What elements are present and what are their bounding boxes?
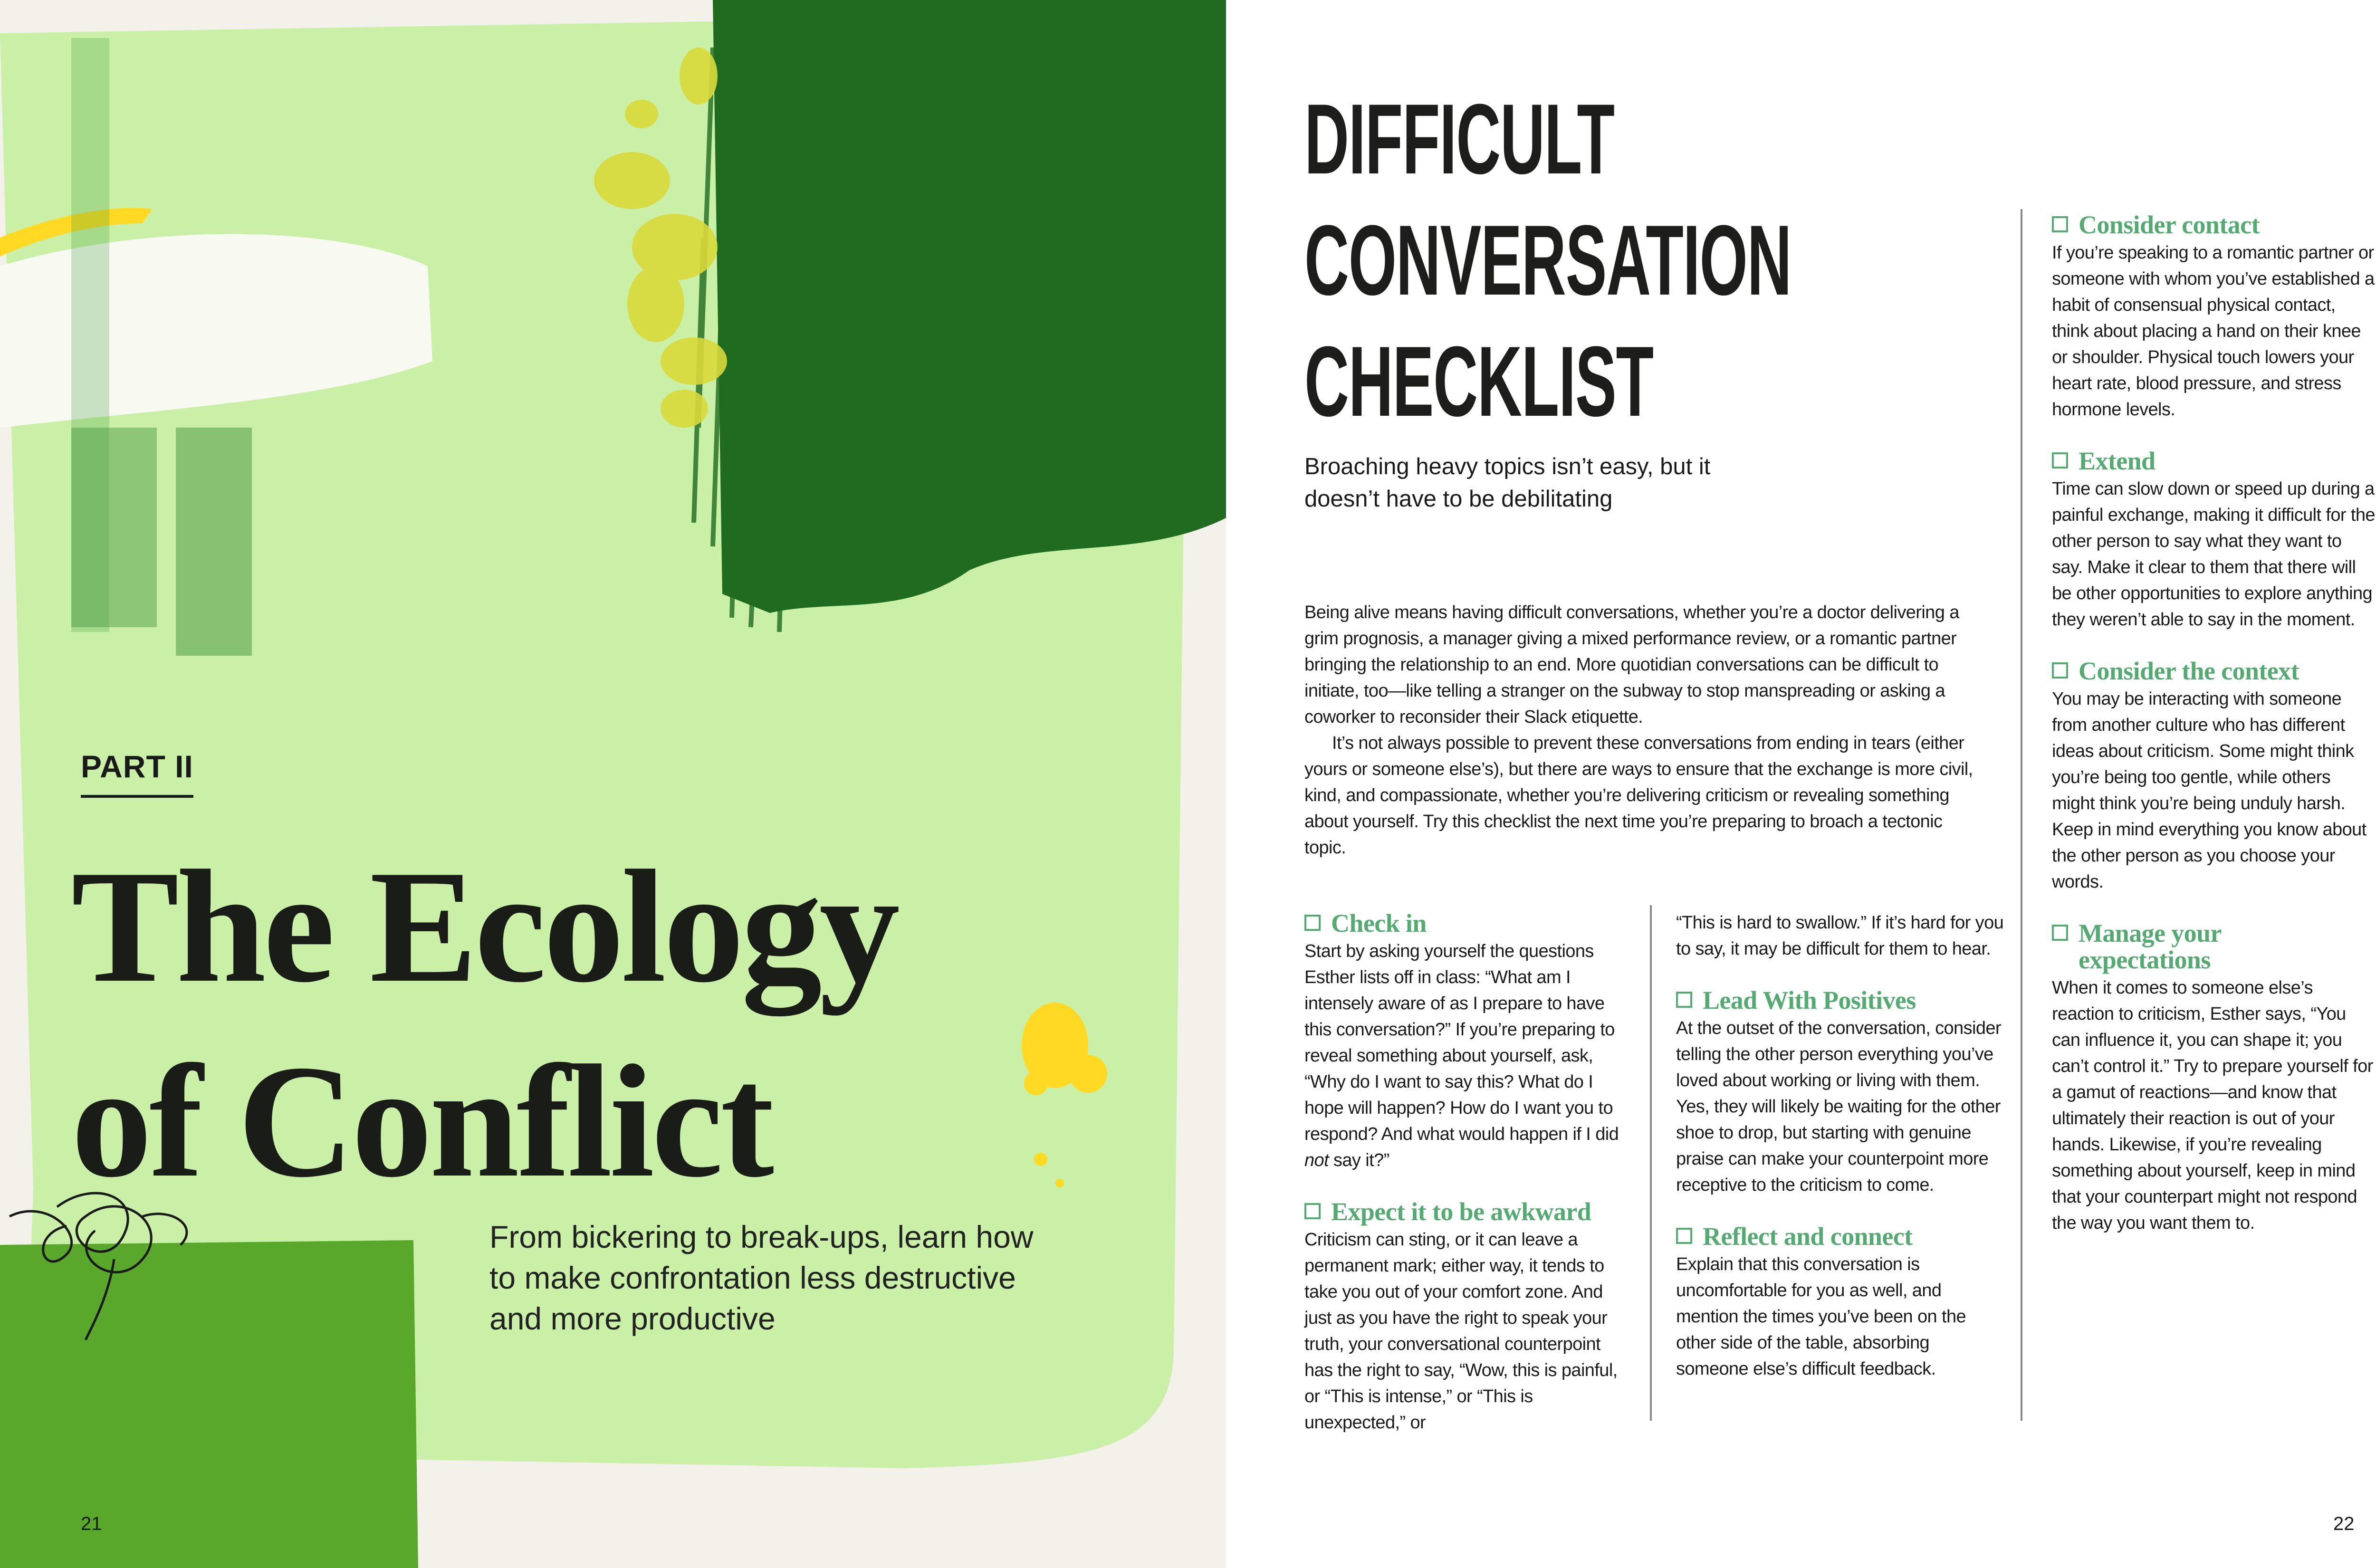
item-body-text: say it?” — [1329, 1150, 1389, 1170]
subtitle-line: and more productive — [489, 1301, 776, 1336]
item-heading-text: Expect it to be awkward — [1331, 1197, 1591, 1226]
checkbox-icon[interactable] — [1676, 1228, 1692, 1244]
part-title — [71, 829, 1022, 1219]
page-number-right: 22 — [2333, 1513, 2355, 1534]
checklist-column — [1304, 910, 1632, 1461]
part-title-line: of Conflict — [71, 1032, 772, 1211]
checklist-dek — [1304, 450, 1818, 515]
item-body-text: Start by asking yourself the questions Esther lists off in class: “What am I intensely aware of as I prepare to have this conversation?” If you’re preparing to reveal something about yourself, ask, “Why do I want to say this? What do I hope will happen? How do I want you to respond? And what would happen if I did — [1304, 941, 1619, 1144]
item-body — [1304, 938, 1632, 1174]
item-heading-text: Consider the context — [2079, 657, 2299, 685]
item-body: When it comes to someone else’s reaction to criticism, Esther says, “You can influence it, you can shape it; you can’t control it.” Try to prepare yourself for a gamut of reactions—and know that ultimately their reaction is out of your hands. Likewise, if you’re revealing something about yourself, keep in mind that your counterpart might not respond the way you want them to. — [2052, 978, 2373, 1233]
checklist-item-context — [2052, 658, 2375, 895]
checklist-title — [1304, 78, 1792, 442]
intro-paragraph: It’s not always possible to prevent these conversations from ending in tears (either yours or someone else’s), but there are ways to ensure that the exchange is more civil, kind, and compassionate, whether you’re delivering criticism or revealing something about yourself. Try this checklist the next time you’re preparing to broach a tectonic topic. — [1304, 733, 1973, 858]
subtitle-line: From bickering to break-ups, learn how — [489, 1219, 1034, 1254]
item-heading — [2052, 211, 2375, 238]
checklist-item-awkward — [1304, 1198, 1632, 1436]
column-rule — [1650, 905, 1652, 1421]
checklist-column — [2052, 211, 2375, 1261]
item-heading — [1304, 1198, 1632, 1225]
checkbox-icon[interactable] — [2052, 662, 2068, 679]
item-body: If you’re speaking to a romantic partner or someone with whom you’ve established a habit of consensual physical contact, think about placing a hand on their knee or shoulder. Physical touch lowers your heart rate, blood pressure, and stress hormone levels. — [2052, 243, 2375, 420]
mid-green-block — [0, 1240, 418, 1568]
item-heading-text: Extend — [2079, 447, 2156, 475]
checkbox-icon[interactable] — [1304, 915, 1321, 931]
checklist-item-extend — [2052, 448, 2375, 633]
intro-paragraph: Being alive means having difficult conversations, whether you’re a doctor delivering a grim prognosis, a manager giving a mixed performance review, or a romantic partner bringing the relationship to an end. More quotidian conversations can be difficult to initiate, too—like telling a stranger on the subway to stop manspreading or asking a coworker to reconsider their Slack etiquette. — [1304, 602, 1959, 727]
part-subtitle — [489, 1216, 1117, 1339]
item-body: At the outset of the conversation, consider telling the other person everything you’ve loved about working or living with them. Yes, they will likely be waiting for the other shoe to drop, but starting with genuine praise can make your counterpoint more receptive to the criticism to come. — [1676, 1018, 2001, 1195]
item-body-continued: “This is hard to swallow.” If it’s hard for you to say, it may be difficult for them to hear. — [1676, 913, 2004, 959]
checklist-title-line: CONVERSATION — [1304, 204, 1792, 316]
dek-line: Broaching heavy topics isn’t easy, but it — [1304, 454, 1711, 479]
checkbox-icon[interactable] — [1676, 992, 1692, 1008]
item-heading — [1304, 910, 1632, 937]
item-heading-text: expectations — [2079, 946, 2211, 974]
checklist-title-line: DIFFICULT — [1304, 83, 1614, 195]
part-title-line: The Ecology — [71, 837, 897, 1016]
item-heading-text: Reflect and connect — [1703, 1222, 1913, 1251]
checklist-item-expectations — [2052, 920, 2375, 1236]
checklist-item-reflect — [1676, 1223, 2004, 1382]
item-body: Criticism can sting, or it can leave a permanent mark; either way, it tends to take you out of your comfort zone. And just as you have the right to speak your truth, your conversational counterpoint has the right to say, “Wow, this is painful, or “This is intense,” or “This is unexpected,” or — [1304, 1230, 1618, 1433]
item-body: Explain that this conversation is uncomfortable for you as well, and mention the times you’ve been on the other side of the table, absorbing someone else’s difficult feedback. — [1676, 1254, 1966, 1379]
checklist-item-contact — [2052, 211, 2375, 423]
dark-green-block — [713, 0, 1226, 613]
intro-text — [1304, 600, 1974, 861]
item-heading-text: Manage your — [2079, 919, 2222, 947]
item-heading-text: Lead With Positives — [1703, 986, 1916, 1014]
checklist-title-line: CHECKLIST — [1304, 325, 1653, 437]
dek-line: doesn’t have to be debilitating — [1304, 486, 1613, 512]
checklist-column — [1676, 910, 2004, 1407]
item-heading — [2052, 658, 2375, 684]
checkbox-icon[interactable] — [2052, 452, 2068, 468]
column-rule — [2021, 209, 2022, 1421]
part-label: PART II — [81, 748, 193, 798]
item-body: Time can slow down or speed up during a painful exchange, making it difficult for the other person to say what they want to say. Make it clear to them that there will be other opportunities to explore anything they weren’t able to say in the moment. — [2052, 479, 2375, 630]
item-heading — [1676, 987, 2004, 1013]
page-number-left: 21 — [81, 1513, 102, 1534]
item-heading — [1676, 1223, 2004, 1250]
checklist-item-check-in — [1304, 910, 1632, 1174]
item-heading-text: Consider contact — [2079, 210, 2260, 239]
item-body-emphasis: not — [1304, 1150, 1329, 1170]
checkbox-icon[interactable] — [1304, 1203, 1321, 1219]
subtitle-line: to make confrontation less destructive — [489, 1260, 1016, 1295]
item-body: You may be interacting with someone from another culture who has different ideas about criticism. Some might think you’re being too gentle, while others might think you’re being unduly harsh. Keep in mind everything you know about the other person as you choose your words. — [2052, 689, 2366, 892]
item-heading-text: Check in — [1331, 909, 1427, 937]
checklist-item-positives — [1676, 987, 2004, 1198]
item-heading — [2052, 448, 2375, 474]
checkbox-icon[interactable] — [2052, 216, 2068, 232]
item-heading — [2052, 920, 2375, 973]
checkbox-icon[interactable] — [2052, 925, 2068, 941]
